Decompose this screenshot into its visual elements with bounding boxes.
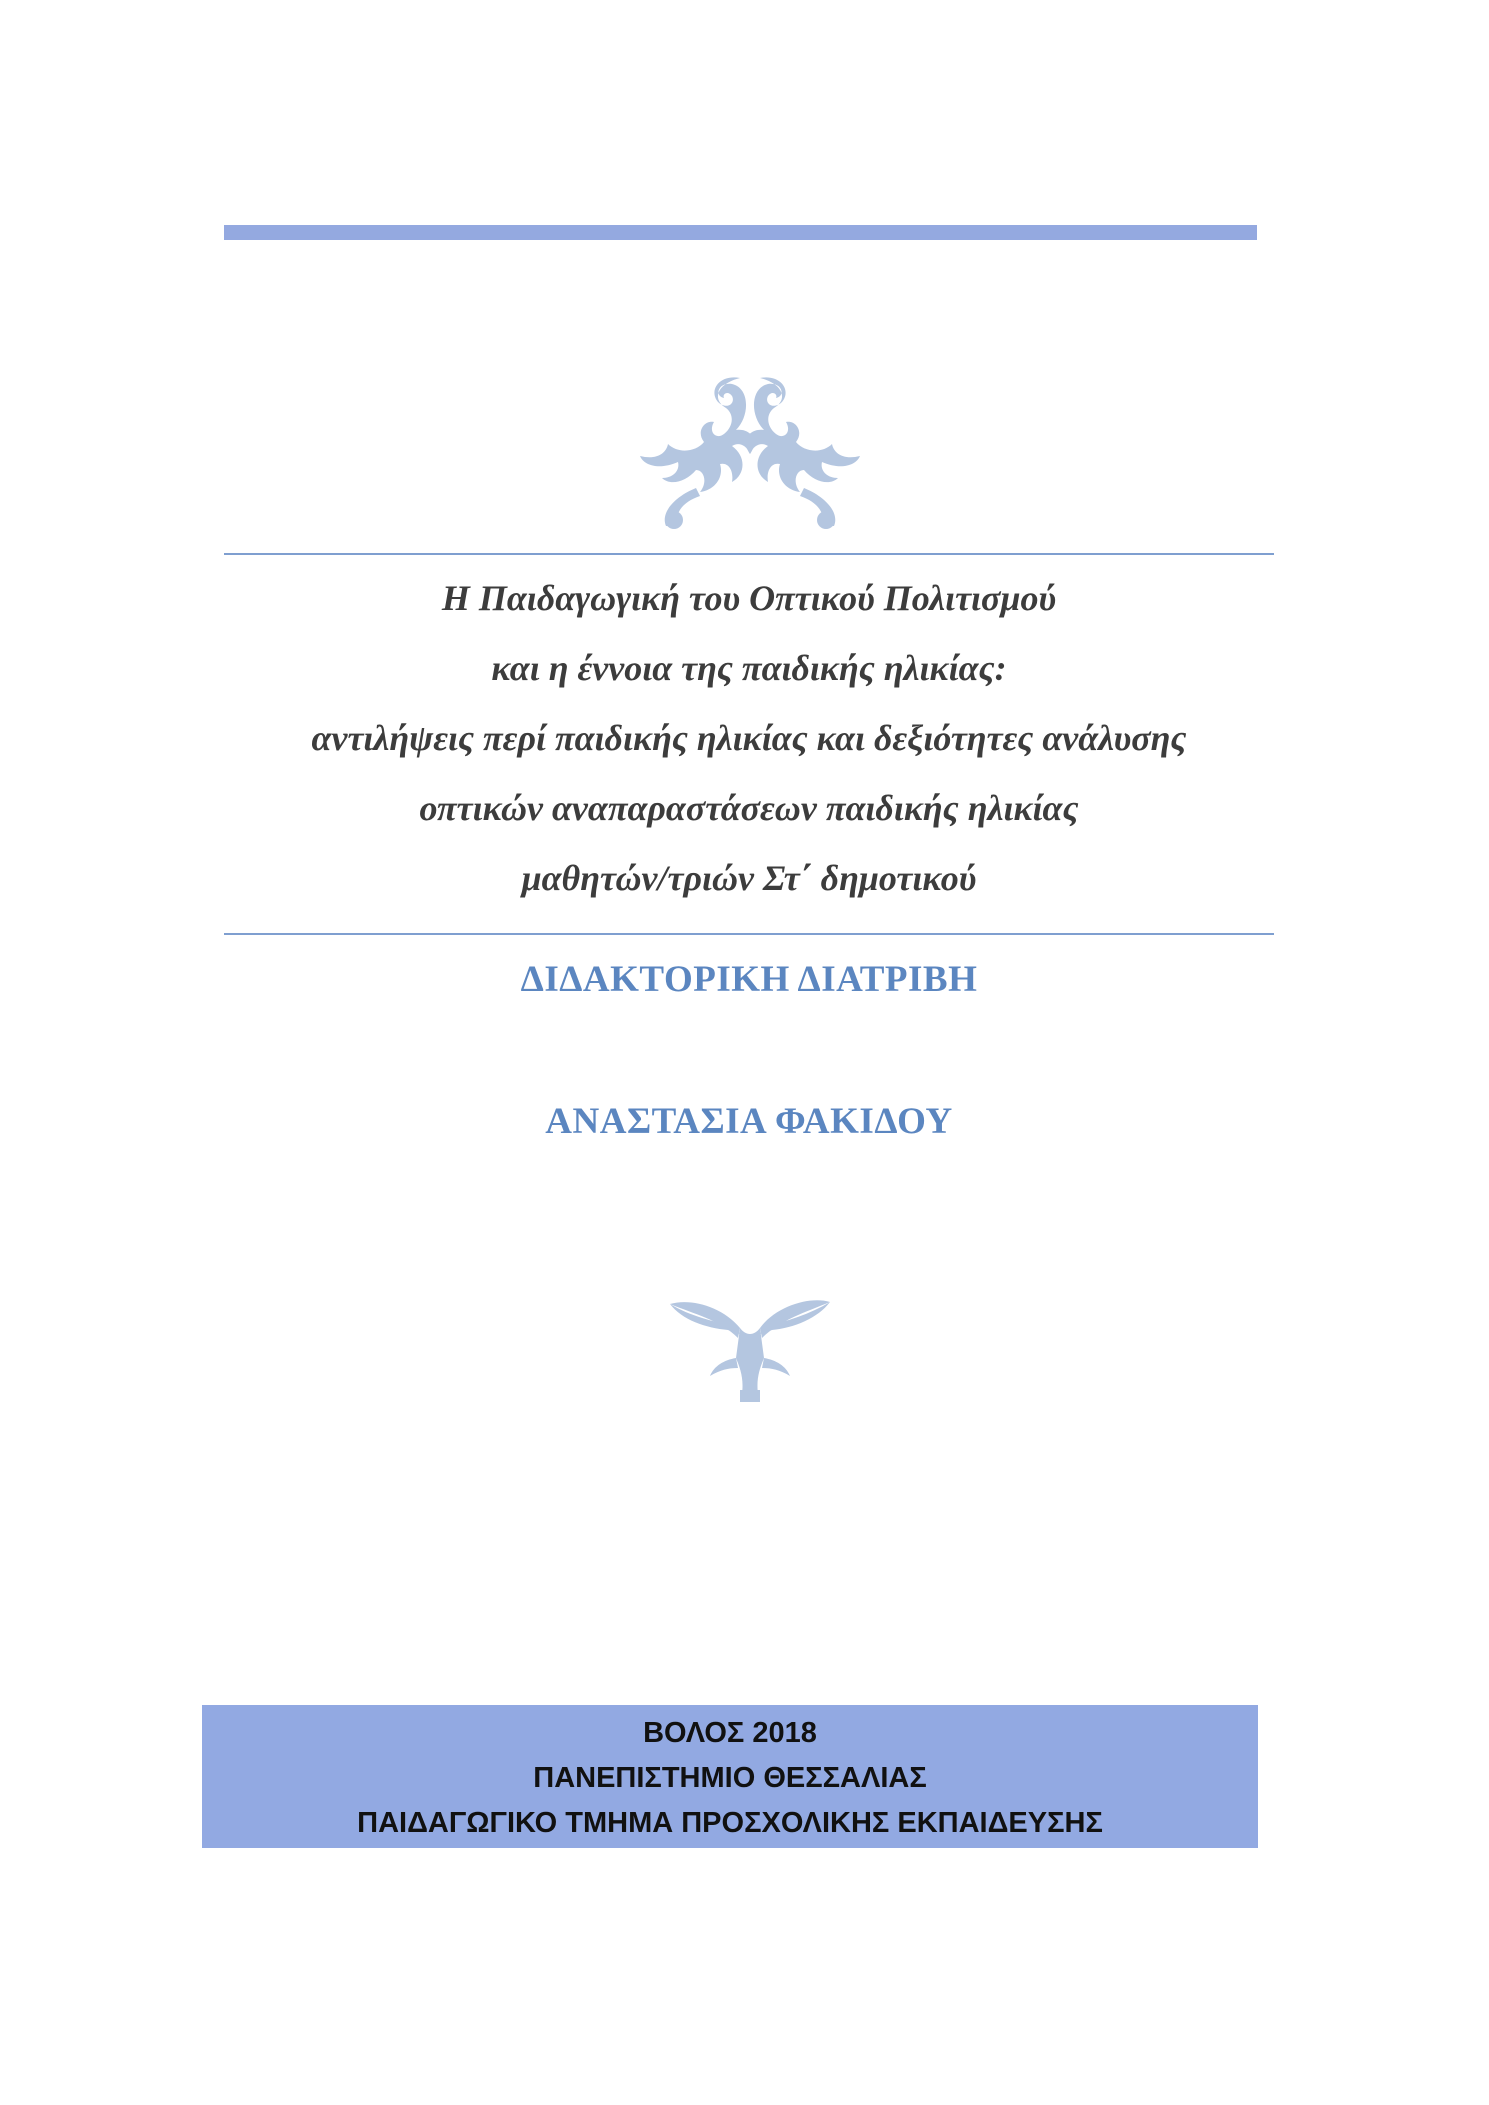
leaf-flourish-icon bbox=[670, 1298, 830, 1402]
title-rule-bottom bbox=[224, 933, 1274, 935]
footer-department: ΠΑΙΔΑΓΩΓΙΚΟ ΤΜΗΜΑ ΠΡΟΣΧΟΛΙΚΗΣ ΕΚΠΑΙΔΕΥΣΗΣ bbox=[357, 1807, 1103, 1839]
title-line-2: και η έννοια της παιδικής ηλικίας: bbox=[491, 648, 1007, 688]
author-name: ΑΝΑΣΤΑΣΙΑ ΦΑΚΙΔΟΥ bbox=[545, 1101, 953, 1142]
title-line-4: οπτικών αναπαραστάσεων παιδικής ηλικίας bbox=[419, 788, 1079, 828]
title-line-1: Η Παιδαγωγική του Οπτικού Πολιτισμού bbox=[441, 578, 1057, 618]
title-rule-top bbox=[224, 553, 1274, 555]
footer-place-year: ΒΟΛΟΣ 2018 bbox=[643, 1717, 817, 1749]
footer-university: ΠΑΝΕΠΙΣΤΗΜΙΟ ΘΕΣΣΑΛΙΑΣ bbox=[533, 1762, 927, 1794]
floral-scroll-icon bbox=[600, 370, 900, 530]
top-accent-bar bbox=[224, 225, 1257, 240]
title-line-5: μαθητών/τριών Στ΄ δημοτικού bbox=[521, 858, 977, 898]
footer-institution-box bbox=[202, 1705, 1258, 1848]
document-type-heading: ΔΙΔΑΚΤΟΡΙΚΗ ΔΙΑΤΡΙΒΗ bbox=[520, 959, 978, 1000]
title-line-3: αντιλήψεις περί παιδικής ηλικίας και δεξιότητες ανάλυσης bbox=[311, 718, 1187, 758]
thesis-title bbox=[224, 563, 1274, 913]
